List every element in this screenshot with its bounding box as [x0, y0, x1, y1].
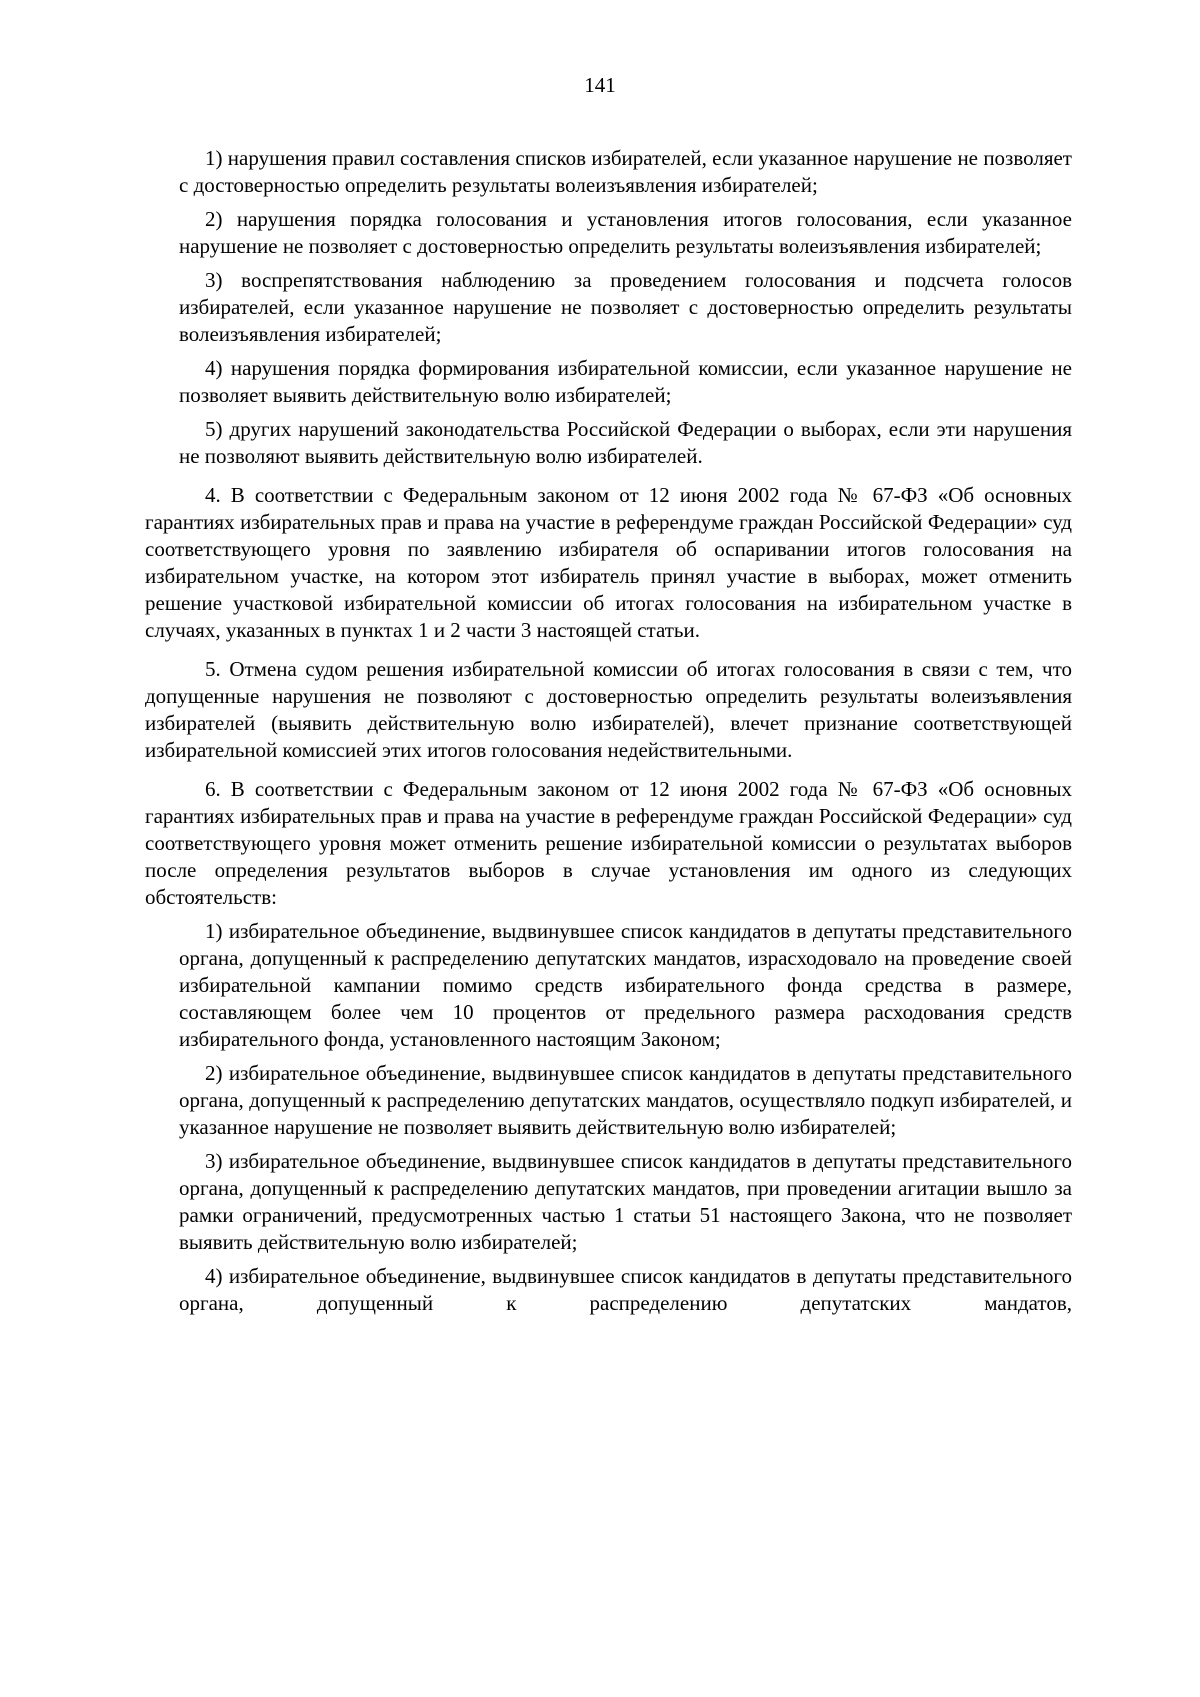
page-number: 141	[584, 73, 616, 97]
paragraph-section-5: 5. Отмена судом решения избирательной комиссии об итогах голосования в связи с тем, что допущенные нарушения не позволяют с достоверностью определить результаты волеизъявления избирателей (выявить действительную волю избирателей), влечет признание соответствующей избирательной комиссией этих итогов голосования недействительными.	[145, 657, 1072, 762]
paragraph-section-6-clause-3: 3) избирательное объединение, выдвинувшее список кандидатов в депутаты представительного органа, допущенный к распределению депутатских мандатов, при проведении агитации вышло за рамки ограничений, предусмотренных частью 1 статьи 51 настоящего Закона, что не позволяет выявить действительную волю избирателей;	[179, 1149, 1072, 1254]
paragraph-section-6-clause-1: 1) избирательное объединение, выдвинувшее список кандидатов в депутаты представительного органа, допущенный к распределению депутатских мандатов, израсходовало на проведение своей избирательной кампании помимо средств избирательного фонда средства в размере, составляющем более чем 10 процентов от предельного размера расходования средств избирательного фонда, установленного настоящим Законом;	[179, 919, 1072, 1051]
paragraph-clause-4-commission: 4) нарушения порядка формирования избирательной комиссии, если указанное нарушение не позволяет выявить действительную волю избирателей;	[179, 356, 1072, 407]
paragraph-clause-3-observation: 3) воспрепятствования наблюдению за проведением голосования и подсчета голосов избирателей, если указанное нарушение не позволяет с достоверностью определить результаты волеизъявления избирателей;	[179, 268, 1072, 346]
paragraph-clause-1-list-errors: 1) нарушения правил составления списков избирателей, если указанное нарушение не позволяет с достоверностью определить результаты волеизъявления избирателей;	[179, 146, 1072, 197]
paragraph-section-6-clause-4: 4) избирательное объединение, выдвинувшее список кандидатов в депутаты представительного органа, допущенный к распределению депутатских мандатов,	[179, 1264, 1072, 1315]
paragraph-section-4: 4. В соответствии с Федеральным законом от 12 июня 2002 года № 67-ФЗ «Об основных гарантиях избирательных прав и права на участие в референдуме граждан Российской Федерации» суд соответствующего уровня по заявлению избирателя об оспаривании итогов голосования на избирательном участке, на котором этот избиратель принял участие в выборах, может отменить решение участковой избирательной комиссии об итогах голосования на избирательном участке в случаях, указанных в пунктах 1 и 2 части 3 настоящей статьи.	[145, 483, 1072, 642]
paragraph-clause-5-other-violations: 5) других нарушений законодательства Российской Федерации о выборах, если эти нарушения не позволяют выявить действительную волю избирателей.	[179, 417, 1072, 468]
paragraph-clause-2-voting-order: 2) нарушения порядка голосования и установления итогов голосования, если указанное нарушение не позволяет с достоверностью определить результаты волеизъявления избирателей;	[179, 207, 1072, 258]
paragraph-section-6-clause-2: 2) избирательное объединение, выдвинувшее список кандидатов в депутаты представительного органа, допущенный к распределению депутатских мандатов, осуществляло подкуп избирателей, и указанное нарушение не позволяет выявить действительную волю избирателей;	[179, 1061, 1072, 1139]
document-body	[145, 145, 1072, 1317]
paragraph-section-6: 6. В соответствии с Федеральным законом от 12 июня 2002 года № 67-ФЗ «Об основных гарантиях избирательных прав и права на участие в референдуме граждан Российской Федерации» суд соответствующего уровня может отменить решение избирательной комиссии о результатах выборов после определения результатов выборов в случае установления им одного из следующих обстоятельств:	[145, 777, 1072, 909]
